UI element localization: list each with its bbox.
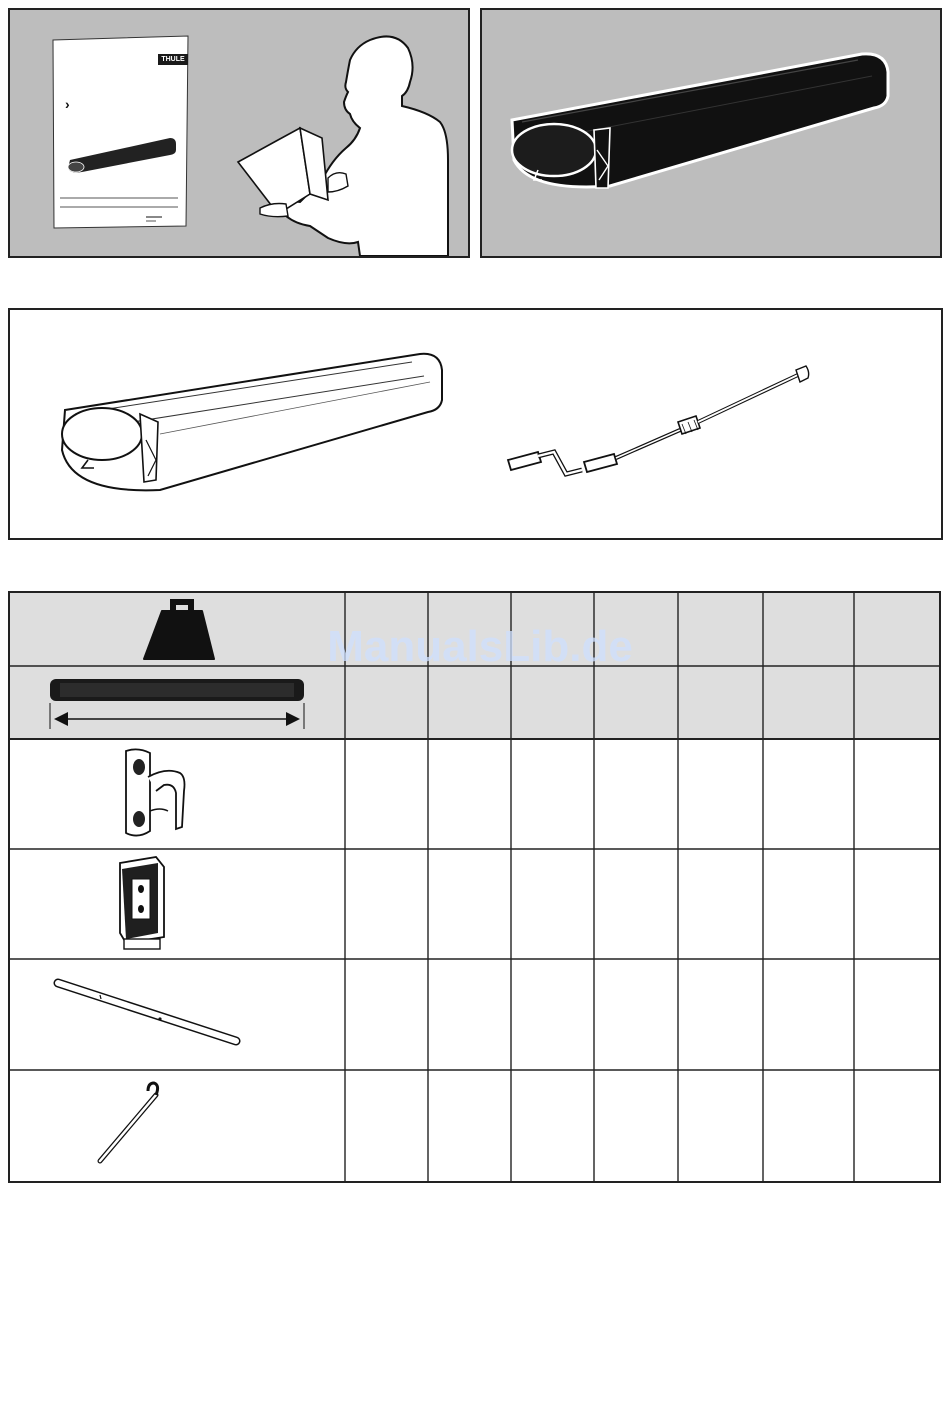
specification-table-grid — [8, 591, 941, 1183]
person-reading-manual-icon — [238, 36, 448, 256]
adapter-bracket-icon — [120, 857, 164, 949]
read-manual-panel — [8, 8, 470, 258]
manual-brand-logo: THULE — [158, 54, 188, 65]
manual-arrow-glyph: › — [65, 96, 70, 112]
wall-bracket-icon — [126, 749, 185, 835]
awning-outline-icon — [62, 354, 442, 491]
package-contents-illustration — [10, 310, 941, 538]
rafter-pole-icon — [58, 983, 236, 1041]
package-contents-panel — [8, 308, 943, 540]
read-manual-illustration — [10, 10, 468, 256]
crank-handle-icon — [508, 366, 809, 474]
manualslib-watermark: ManualsLib.de — [327, 622, 633, 671]
product-panel — [480, 8, 942, 258]
hook-tool-icon — [100, 1083, 158, 1161]
specification-table — [8, 591, 941, 1183]
awning-product-icon — [482, 10, 940, 256]
